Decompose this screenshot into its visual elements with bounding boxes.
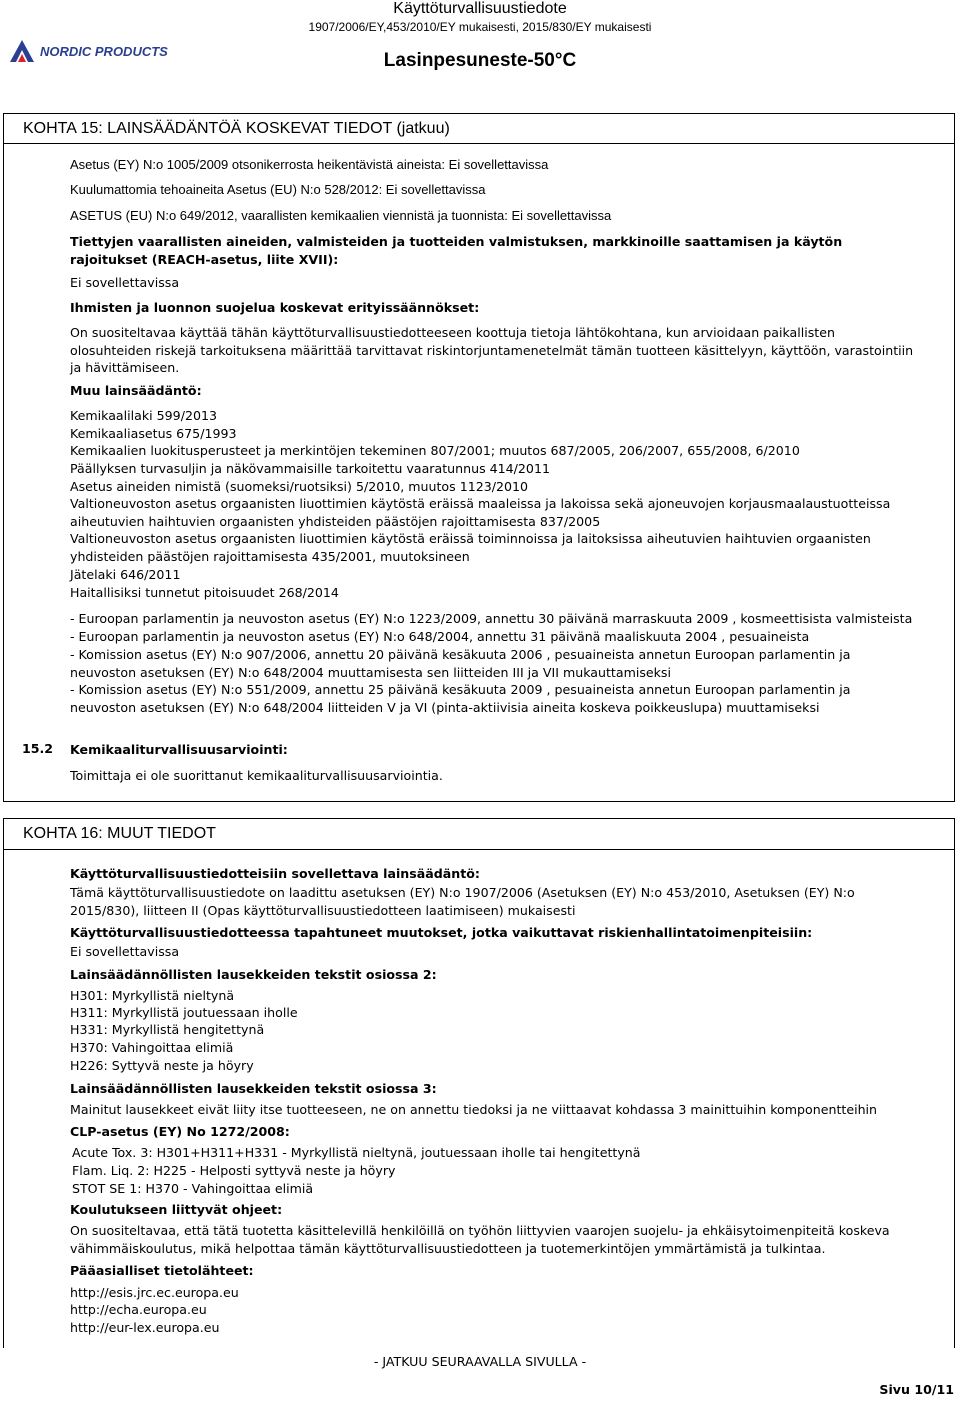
training-text: On suositeltavaa, että tätä tuotetta käsittelevillä henkilöillä on työhön liittyvien vaarojen suojelu- ja ehkäisytoimenpiteitä koskeva vähimmäiskoulutus, mikä helpottaa tämän käyttöturvallisuustiedotteen ja tuotemerkintöjen ymmärtämistä ja tulkintaa.	[70, 1223, 890, 1256]
other-law-item: Jätelaki 646/2011	[70, 567, 181, 582]
section-16-title: KOHTA 16: MUUT TIEDOT	[23, 825, 216, 842]
other-law-item: Kemikaalien luokitusperusteet ja merkintöjen tekeminen 807/2001; muutos 687/2005, 206/2007, 655/2008, 6/2010	[70, 443, 800, 458]
section3-phrases-text: Mainitut lausekkeet eivät liity itse tuotteeseen, ne on annettu tiedoksi ja ne viittaavat kohdassa 3 mainittuihin komponentteihin	[70, 1102, 878, 1117]
other-law-item: Haitallisiksi tunnetut pitoisuudet 268/2014	[70, 585, 339, 600]
continue-note: - JATKUU SEURAAVALLA SIVULLA -	[373, 1354, 587, 1369]
chemical-safety-text: Toimittaja ei ole suorittanut kemikaaliturvallisuusarviointia.	[70, 768, 443, 783]
export-import-regulation: ASETUS (EU) N:o 649/2012, vaarallisten kemikaalien viennistä ja tuonnista: Ei sovellettavissa	[70, 208, 612, 223]
sources-heading: Pääasialliset tietolähteet:	[70, 1263, 254, 1278]
eu-regulation-item: - Komission asetus (EY) N:o 551/2009, annettu 25 päivänä kesäkuuta 2009 , pesuaineista annetun Euroopan parlamentin ja neuvoston asetuksen (EY) N:o 648/2004 liitteiden V ja VI (pinta-aktiivisia aineita koskeva poikkeuslupa) muuttamiseksi	[70, 682, 851, 715]
section-15-header	[4, 114, 954, 144]
subsection-number: 15.2	[22, 741, 54, 756]
document-title: Käyttöturvallisuustiedote	[393, 0, 567, 17]
nordic-products-logo	[8, 36, 178, 64]
clp-item: Acute Tox. 3: H301+H311+H331 - Myrkyllistä nieltynä, joutuessaan iholle tai hengitettynä	[72, 1145, 641, 1160]
changes-value: Ei sovellettavissa	[70, 944, 180, 959]
hazard-statement: H370: Vahingoittaa elimiä	[70, 1040, 234, 1055]
section-16-header	[4, 819, 954, 850]
logo-text: NORDIC PRODUCTS	[40, 44, 168, 59]
hazard-statement: H226: Syttyvä neste ja höyry	[70, 1058, 254, 1073]
clp-heading: CLP-asetus (EY) No 1272/2008:	[70, 1124, 290, 1139]
clp-item: Flam. Liq. 2: H225 - Helposti syttyvä neste ja höyry	[72, 1163, 396, 1178]
biocide-regulation: Kuulumattomia tehoaineita Asetus (EU) N:o 528/2012: Ei sovellettavissa	[70, 182, 486, 197]
changes-heading: Käyttöturvallisuustiedotteessa tapahtuneet muutokset, jotka vaikuttavat riskienhallintatoimenpiteisiin:	[70, 925, 813, 940]
product-name: Lasinpesuneste-50°C	[383, 50, 577, 71]
other-law-item: Valtioneuvoston asetus orgaanisten liuottimien käytöstä eräissä toiminnoissa ja laitoksissa aiheutuvien haihtuvien orgaanisten yhdisteiden päästöjen rajoittamisesta 435/2001, muutoksineen	[70, 531, 871, 564]
clp-item: STOT SE 1: H370 - Vahingoittaa elimiä	[72, 1181, 314, 1196]
eu-regulation-item: - Euroopan parlamentin ja neuvoston asetus (EY) N:o 648/2004, annettu 31 päivänä maaliskuuta 2004 , pesuaineista	[70, 629, 810, 644]
section2-phrases-heading: Lainsäädännöllisten lausekkeiden tekstit osiossa 2:	[70, 967, 437, 982]
logo-icon	[8, 36, 178, 64]
reach-restrictions-value: Ei sovellettavissa	[70, 275, 180, 290]
section-15-title: KOHTA 15: LAINSÄÄDÄNTÖÄ KOSKEVAT TIEDOT (jatkuu)	[23, 120, 450, 137]
protection-heading: Ihmisten ja luonnon suojelua koskevat erityissäännökset:	[70, 300, 480, 315]
ozone-regulation: Asetus (EY) N:o 1005/2009 otsonikerrosta heikentävistä aineista: Ei sovellettavissa	[70, 157, 549, 172]
training-heading: Koulutukseen liittyvät ohjeet:	[70, 1202, 283, 1217]
other-law-item: Kemikaalilaki 599/2013	[70, 408, 217, 423]
sds-legislation-heading: Käyttöturvallisuustiedotteisiin sovellettava lainsäädäntö:	[70, 866, 480, 881]
source-link[interactable]: http://eur-lex.europa.eu	[70, 1320, 220, 1335]
other-law-item: Kemikaaliasetus 675/1993	[70, 426, 237, 441]
eu-regulation-item: - Komission asetus (EY) N:o 907/2006, annettu 20 päivänä kesäkuuta 2006 , pesuaineista annetun Euroopan parlamentin ja neuvoston asetuksen (EY) N:o 648/2004 muuttamisesta sen liitteiden III ja VII mukauttamiseksi	[70, 647, 851, 680]
source-link[interactable]: http://echa.europa.eu	[70, 1302, 207, 1317]
source-link[interactable]: http://esis.jrc.ec.europa.eu	[70, 1285, 239, 1300]
eu-regulation-item: - Euroopan parlamentin ja neuvoston asetus (EY) N:o 1223/2009, annettu 30 päivänä marraskuuta 2009 , kosmeettisista valmisteista	[70, 611, 913, 626]
hazard-statement: H311: Myrkyllistä joutuessaan iholle	[70, 1005, 298, 1020]
other-law-item: Asetus aineiden nimistä (suomeksi/ruotsiksi) 5/2010, muutos 1123/2010	[70, 479, 529, 494]
chemical-safety-heading: Kemikaaliturvallisuusarviointi:	[70, 742, 288, 757]
section3-phrases-heading: Lainsäädännöllisten lausekkeiden tekstit osiossa 3:	[70, 1081, 437, 1096]
other-legislation-heading: Muu lainsäädäntö:	[70, 383, 202, 398]
sds-legislation-text: Tämä käyttöturvallisuustiedote on laadittu asetuksen (EY) N:o 1907/2006 (Asetuksen (EY) N:o 453/2010, Asetuksen (EY) N:o 2015/830), liitteen II (Opas käyttöturvallisuustiedotteen laatimiseen) mukaisesti	[70, 885, 855, 918]
hazard-statement: H331: Myrkyllistä hengitettynä	[70, 1022, 265, 1037]
reach-restrictions-heading: Tiettyjen vaarallisten aineiden, valmisteiden ja tuotteiden valmistuksen, markkinoille saattamisen ja käytön rajoitukset (REACH-asetus, liite XVII):	[70, 234, 843, 267]
protection-text: On suositeltavaa käyttää tähän käyttöturvallisuustiedotteeseen koottuja tietoja lähtökohtana, kun arvioidaan paikallisten olosuhteiden riskejä tarkoituksena määrittää tarvittavat riskintorjuntamenetelmät tämän tuotteen käsittelyyn, käyttöön, varastointiin ja hävittämiseen.	[70, 325, 914, 375]
page-number: Sivu 10/11	[879, 1382, 954, 1397]
other-law-item: Valtioneuvoston asetus orgaanisten liuottimien käytöstä eräissä maaleissa ja lakoissa sekä ajoneuvojen korjausmaalaustuotteissa aiheutuvien haihtuvien orgaanisten yhdisteiden päästöjen rajoittamisesta 837/2005	[70, 496, 891, 529]
hazard-statement: H301: Myrkyllistä nieltynä	[70, 988, 235, 1003]
other-law-item: Päällyksen turvasuljin ja näkövammaisille tarkoitettu vaaratunnus 414/2011	[70, 461, 550, 476]
regulation-reference: 1907/2006/EY,453/2010/EY mukaisesti, 2015/830/EY mukaisesti	[308, 20, 652, 34]
